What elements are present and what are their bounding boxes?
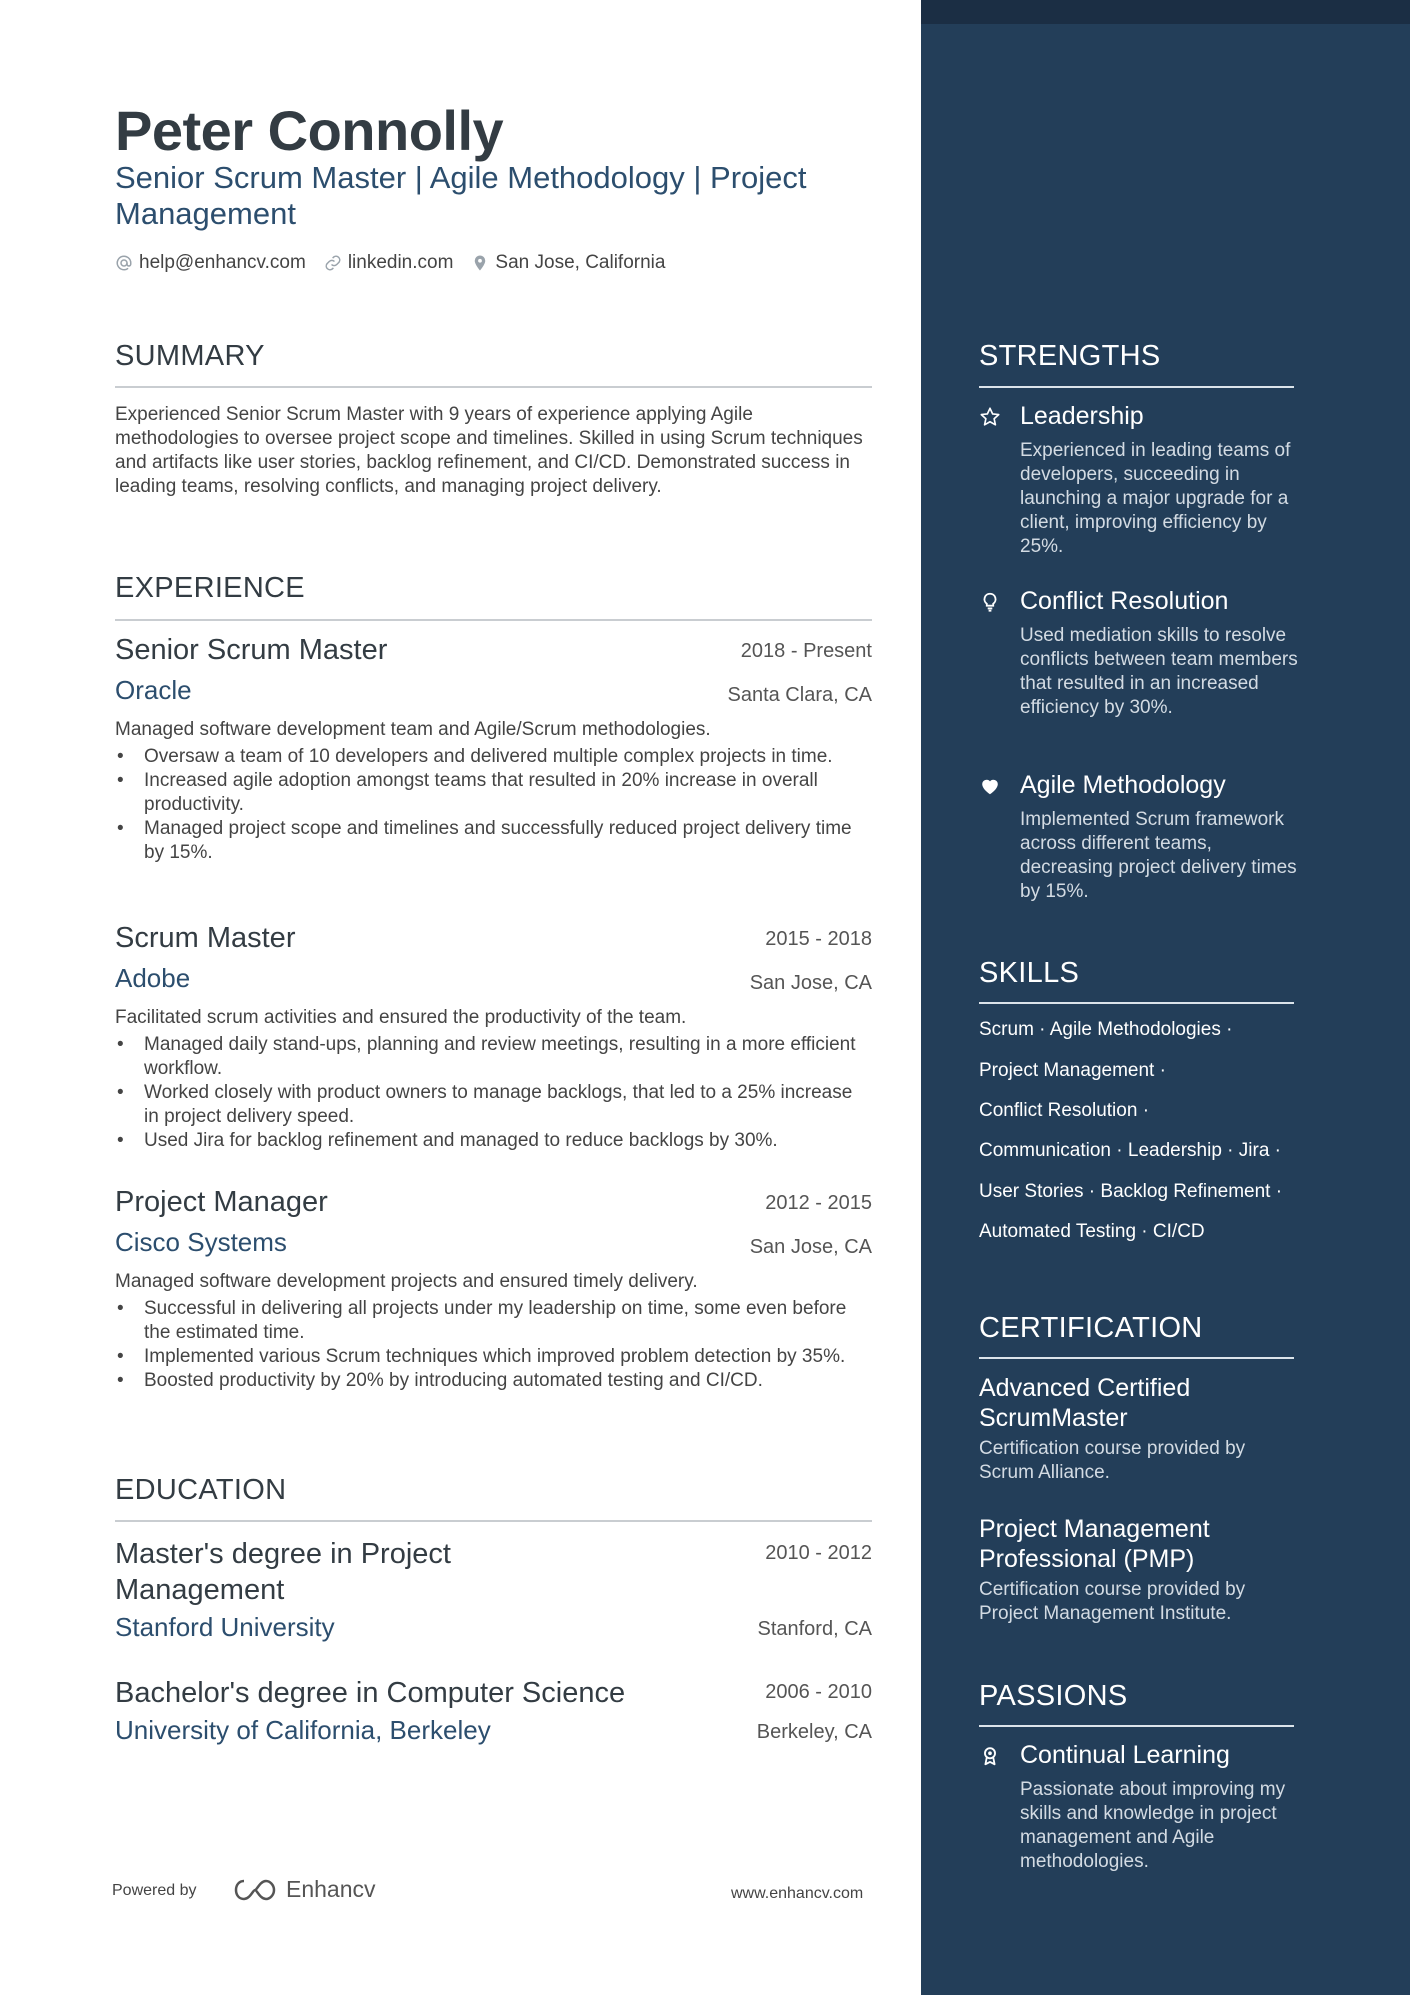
email-text: help@enhancv.com — [139, 252, 306, 273]
job-bullet: • Used Jira for backlog refinement and managed to reduce backlogs by 30%. — [115, 1129, 872, 1153]
strength-item — [979, 771, 1299, 904]
edu-date: 2006 - 2010 — [765, 1681, 872, 1703]
skill-row: Automated Testing · CI/CD — [979, 1221, 1205, 1242]
certification-heading: CERTIFICATION — [979, 1312, 1203, 1344]
experience-item — [115, 922, 872, 1153]
education-divider — [115, 1520, 872, 1522]
star-icon — [979, 406, 1001, 428]
linkedin-contact[interactable] — [324, 252, 454, 274]
enhancv-logo[interactable] — [232, 1876, 376, 1903]
strength-title: Agile Methodology — [1020, 771, 1226, 799]
job-company: Cisco Systems — [115, 1227, 287, 1257]
brand-name: Enhancv — [286, 1876, 376, 1902]
cert-description: Certification course provided by Project Management Institute. — [979, 1579, 1246, 1624]
strength-title: Leadership — [1020, 402, 1144, 430]
cert-title: Project Management Professional (PMP) — [979, 1515, 1210, 1573]
experience-item — [115, 1186, 872, 1393]
job-location: San Jose, CA — [749, 972, 872, 994]
job-title: Project Manager — [115, 1186, 328, 1218]
job-company: Oracle — [115, 675, 192, 705]
contact-bar — [115, 252, 683, 274]
award-icon — [979, 1745, 1001, 1767]
passion-description: Passionate about improving my skills and knowledge in project management and Agile methodologies. — [1020, 1779, 1286, 1872]
skills-divider — [979, 1002, 1294, 1004]
job-bullet: • Implemented various Scrum techniques which improved problem detection by 35%. — [115, 1345, 872, 1369]
map-pin-icon — [471, 254, 489, 272]
passions-heading: PASSIONS — [979, 1680, 1128, 1712]
cert-title: Advanced Certified ScrumMaster — [979, 1374, 1191, 1432]
footer-url[interactable]: www.enhancv.com — [731, 1885, 864, 1902]
skill-row: Conflict Resolution · — [979, 1100, 1150, 1121]
cert-description: Certification course provided by Scrum Alliance. — [979, 1438, 1246, 1483]
skill-row: Project Management · — [979, 1060, 1166, 1081]
infinity-logo-icon — [232, 1877, 278, 1903]
education-item — [115, 1536, 872, 1643]
skill-row: User Stories · Backlog Refinement · — [979, 1181, 1283, 1202]
location-contact — [471, 252, 665, 274]
strength-item — [979, 402, 1299, 559]
edu-school: University of California, Berkeley — [115, 1715, 491, 1745]
certification-item — [979, 1373, 1299, 1485]
job-date: 2012 - 2015 — [765, 1192, 872, 1214]
job-bullets — [115, 745, 872, 865]
edu-degree: Bachelor's degree in Computer Science — [115, 1677, 626, 1709]
education-item — [115, 1675, 872, 1746]
experience-heading: EXPERIENCE — [115, 572, 305, 604]
strength-description: Implemented Scrum framework across different teams, decreasing project delivery times by 15%. — [1020, 809, 1297, 902]
edu-degree: Master's degree in Project Management — [115, 1538, 451, 1606]
job-date: 2018 - Present — [740, 640, 872, 662]
strength-description: Experienced in leading teams of developers, succeeding in launching a major upgrade for a client, improving efficiency by 25%. — [1020, 440, 1291, 557]
summary-text: Experienced Senior Scrum Master with 9 years of experience applying Agile methodologies to oversee project scope and timelines. Skilled in using Scrum techniques and artifacts like user stories, backlog refinement, and CI/CD. Demonstrated success in leading teams, resolving conflicts, and managing project delivery. — [115, 404, 863, 497]
powered-by-label: Powered by — [112, 1882, 197, 1899]
sidebar-top-band — [921, 0, 1410, 24]
experience-divider — [115, 619, 872, 621]
heart-icon — [979, 775, 1001, 797]
at-icon — [115, 254, 133, 272]
strength-description: Used mediation skills to resolve conflicts between team members that resulted in an increased efficiency by 30%. — [1020, 625, 1298, 718]
headline: Senior Scrum Master | Agile Methodology | Project Management — [115, 160, 807, 231]
job-location: Santa Clara, CA — [727, 684, 872, 706]
job-bullet: • Managed daily stand-ups, planning and review meetings, resulting in a more efficient workflow. — [115, 1033, 872, 1081]
strength-title: Conflict Resolution — [1020, 587, 1229, 615]
summary-divider — [115, 386, 872, 388]
passions-divider — [979, 1725, 1294, 1727]
job-description: Managed software development projects and ensured timely delivery. — [115, 1271, 698, 1292]
lightbulb-icon — [979, 591, 1001, 613]
job-bullet: • Successful in delivering all projects under my leadership on time, some even before the estimated time. — [115, 1297, 872, 1345]
location-text: San Jose, California — [495, 252, 666, 273]
passion-item — [979, 1741, 1299, 1874]
strengths-heading: STRENGTHS — [979, 340, 1161, 372]
linkedin-text: linkedin.com — [347, 252, 454, 273]
passion-title: Continual Learning — [1020, 1741, 1230, 1769]
job-location: San Jose, CA — [749, 1236, 872, 1258]
job-date: 2015 - 2018 — [765, 928, 872, 950]
job-description: Managed software development team and Agile/Scrum methodologies. — [115, 719, 711, 740]
edu-date: 2010 - 2012 — [765, 1542, 872, 1564]
job-title: Senior Scrum Master — [115, 634, 388, 666]
strength-item — [979, 587, 1299, 720]
job-bullet: • Managed project scope and timelines and successfully reduced project delivery time by 15%. — [115, 817, 872, 865]
job-bullet: • Oversaw a team of 10 developers and delivered multiple complex projects in time. — [115, 745, 872, 769]
certification-divider — [979, 1357, 1294, 1359]
job-description: Facilitated scrum activities and ensured the productivity of the team. — [115, 1007, 687, 1028]
job-bullets — [115, 1033, 872, 1153]
job-bullets — [115, 1297, 872, 1393]
candidate-name: Peter Connolly — [115, 99, 504, 162]
skills-heading: SKILLS — [979, 957, 1080, 989]
link-icon — [324, 254, 342, 272]
skill-row: Communication · Leadership · Jira · — [979, 1140, 1282, 1161]
email-contact[interactable] — [115, 252, 306, 274]
skill-row: Scrum · Agile Methodologies · — [979, 1019, 1233, 1040]
edu-location: Stanford, CA — [757, 1618, 872, 1640]
edu-school: Stanford University — [115, 1612, 335, 1642]
education-heading: EDUCATION — [115, 1474, 287, 1506]
job-bullet: • Worked closely with product owners to manage backlogs, that led to a 25% increase in project delivery speed. — [115, 1081, 872, 1129]
edu-location: Berkeley, CA — [756, 1721, 872, 1743]
job-title: Scrum Master — [115, 922, 296, 954]
job-bullet: • Increased agile adoption amongst teams that resulted in 20% increase in overall productivity. — [115, 769, 872, 817]
certification-item — [979, 1514, 1299, 1626]
experience-item — [115, 634, 872, 865]
strengths-divider — [979, 386, 1294, 388]
summary-heading: SUMMARY — [115, 340, 265, 372]
job-bullet: • Boosted productivity by 20% by introducing automated testing and CI/CD. — [115, 1369, 872, 1393]
job-company: Adobe — [115, 963, 191, 993]
